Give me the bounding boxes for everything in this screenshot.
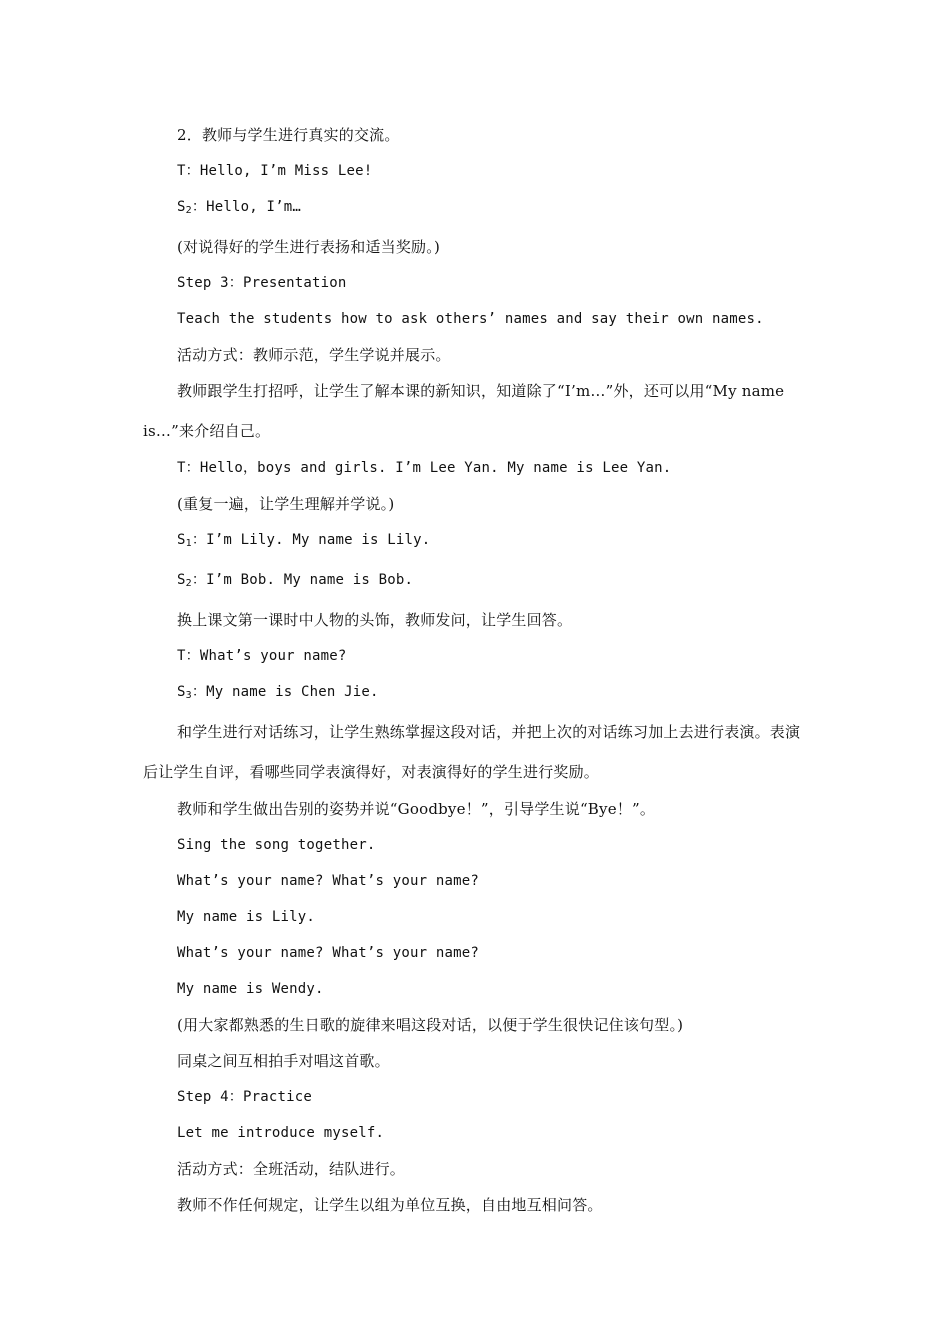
paragraph: (重复一遍，让学生理解并学说。) bbox=[177, 495, 395, 513]
paragraph: 同桌之间互相拍手对唱这首歌。 bbox=[177, 1052, 390, 1070]
paragraph: Sing the song together. bbox=[177, 837, 376, 853]
song-line: What’s your name? What’s your name? bbox=[177, 945, 480, 961]
paragraph: 教师不作任何规定，让学生以组为单位互换，自由地互相问答。 bbox=[177, 1196, 603, 1214]
song-line: My name is Lily. bbox=[177, 909, 316, 925]
speaker-index: 2 bbox=[185, 578, 192, 589]
dialogue-text: ：My name is Chen Jie. bbox=[191, 684, 379, 700]
paragraph: 活动方式：全班活动，结队进行。 bbox=[177, 1160, 406, 1178]
dialogue-text: ：I’m Bob. My name is Bob. bbox=[191, 572, 414, 588]
dialogue-line: T：Hello, I’m Miss Lee! bbox=[177, 163, 373, 179]
paragraph: 教师跟学生打招呼，让学生了解本课的新知识，知道除了“I’m…”外，还可以用“My name is…”来介绍自己。 bbox=[143, 382, 790, 440]
dialogue-line bbox=[143, 569, 813, 595]
dialogue-line bbox=[143, 529, 813, 555]
speaker-label: S bbox=[177, 684, 186, 700]
song-line: What’s your name? What’s your name? bbox=[177, 873, 480, 889]
document-body bbox=[143, 124, 813, 1230]
step-heading: Step 4：Practice bbox=[177, 1089, 313, 1105]
dialogue-line: T：Hello，boys and girls. I’m Lee Yan. My name is Lee Yan. bbox=[177, 460, 672, 476]
speaker-index: 3 bbox=[185, 690, 192, 701]
speaker-label: S bbox=[177, 532, 186, 548]
dialogue-line: T：What’s your name? bbox=[177, 648, 347, 664]
paragraph: 教师和学生做出告别的姿势并说“Goodbye！”，引导学生说“Bye！”。 bbox=[177, 800, 656, 818]
dialogue-line bbox=[143, 196, 813, 222]
paragraph: (用大家都熟悉的生日歌的旋律来唱这段对话，以便于学生很快记住该句型。) bbox=[177, 1016, 684, 1034]
step-heading: Step 3：Presentation bbox=[177, 275, 347, 291]
paragraph: 活动方式：教师示范，学生学说并展示。 bbox=[177, 346, 451, 364]
speaker-index: 1 bbox=[185, 538, 192, 549]
dialogue-text: ：Hello, I’m… bbox=[191, 199, 301, 215]
speaker-index: 2 bbox=[185, 205, 192, 216]
paragraph: 和学生进行对话练习，让学生熟练掌握这段对话，并把上次的对话练习加上去进行表演。表演后让学生自评，看哪些同学表演得好，对表演得好的学生进行奖励。 bbox=[143, 723, 801, 781]
dialogue-text: ：I’m Lily. My name is Lily. bbox=[191, 532, 431, 548]
speaker-label: S bbox=[177, 199, 186, 215]
paragraph: 换上课文第一课时中人物的头饰，教师发问，让学生回答。 bbox=[177, 611, 573, 629]
paragraph: Let me introduce myself. bbox=[177, 1125, 385, 1141]
paragraph: (对说得好的学生进行表扬和适当奖励。) bbox=[177, 238, 441, 256]
paragraph: Teach the students how to ask others’ names and say their own names. bbox=[177, 311, 764, 327]
speaker-label: S bbox=[177, 572, 186, 588]
dialogue-line bbox=[143, 681, 813, 707]
song-line: My name is Wendy. bbox=[177, 981, 324, 997]
paragraph: 2．教师与学生进行真实的交流。 bbox=[177, 126, 400, 144]
